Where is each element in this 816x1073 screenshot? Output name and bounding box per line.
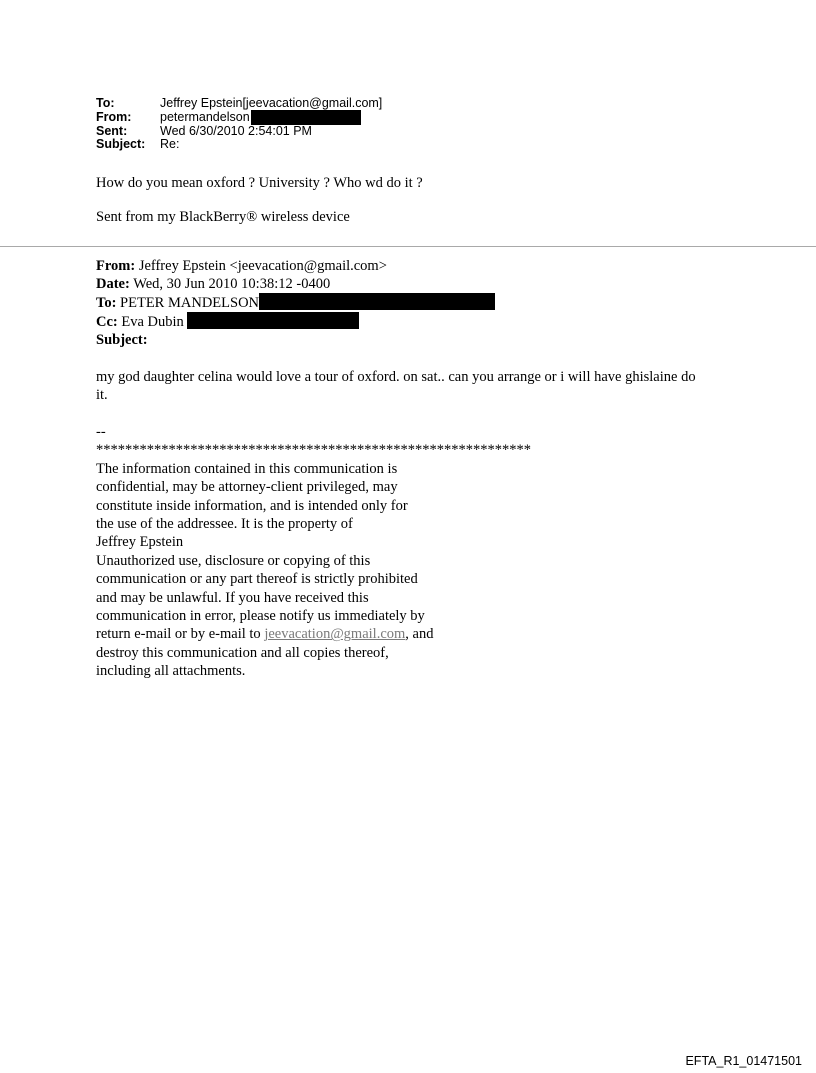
original-cc-row [96,312,495,331]
reply-signature: Sent from my BlackBerry® wireless device [96,209,350,225]
document-id: EFTA_R1_01471501 [685,1054,802,1068]
reply-body: How do you mean oxford ? University ? Who wd do it ? [96,175,423,191]
outer-to-label: To: [96,96,115,110]
signature-line: communication or any part thereof is strictly prohibited [96,571,418,588]
original-date-label: Date: [96,276,130,292]
return-suffix: , and [405,626,434,643]
signature-stars: ************************************************************ [96,442,531,459]
outer-to-row [96,97,382,111]
email-link[interactable]: jeevacation@gmail.com [264,626,406,643]
signature-return-line [96,625,531,643]
original-to-row [96,293,495,312]
original-cc-value: Eva Dubin [121,314,184,330]
outer-from-value: petermandelson [160,109,250,124]
original-subject-row [96,331,495,349]
outer-subject-value: Re: [160,137,180,151]
redaction-box [187,312,359,329]
original-from-row [96,257,495,275]
original-subject-label: Subject: [96,332,148,348]
signature-line: the use of the addressee. It is the property of [96,516,353,533]
signature-line: The information contained in this communication is [96,460,398,477]
outer-from-label: From: [96,109,132,124]
signature-line: and may be unlawful. If you have received this [96,589,369,606]
original-date-value: Wed, 30 Jun 2010 10:38:12 -0400 [133,276,331,292]
confidentiality-signature [96,423,531,681]
signature-line: including all attachments. [96,663,246,680]
original-body: my god daughter celina would love a tour of oxford. on sat.. can you arrange or i will have ghislaine do it. [96,369,696,403]
outer-from-row [96,111,382,125]
message-divider [0,246,816,247]
outer-to-value: Jeffrey Epstein[jeevacation@gmail.com] [160,96,383,110]
outer-sent-value: Wed 6/30/2010 2:54:01 PM [160,123,312,138]
outer-sent-row [96,125,382,139]
return-prefix: return e-mail or by e-mail to [96,626,265,643]
signature-line: communication in error, please notify us immediately by [96,608,425,625]
original-to-label: To: [96,295,117,311]
outer-subject-row [96,138,382,152]
outer-subject-label: Subject: [96,137,146,151]
signature-line: confidential, may be attorney-client privileged, may [96,479,398,496]
original-to-value: PETER MANDELSON [120,295,260,311]
original-from-value: Jeffrey Epstein <jeevacation@gmail.com> [138,258,387,274]
redaction-box [251,110,361,125]
original-from-label: From: [96,258,136,274]
original-email-header [96,257,495,349]
signature-line: Unauthorized use, disclosure or copying of this [96,552,371,569]
outer-email-header [96,97,382,152]
signature-dashes: -- [96,424,106,440]
signature-line: constitute inside information, and is intended only for [96,497,408,514]
redaction-box [259,293,495,310]
original-cc-label: Cc: [96,314,118,330]
signature-line: Jeffrey Epstein [96,534,184,551]
signature-line: destroy this communication and all copies thereof, [96,644,389,661]
original-date-row [96,275,495,293]
outer-sent-label: Sent: [96,123,128,138]
